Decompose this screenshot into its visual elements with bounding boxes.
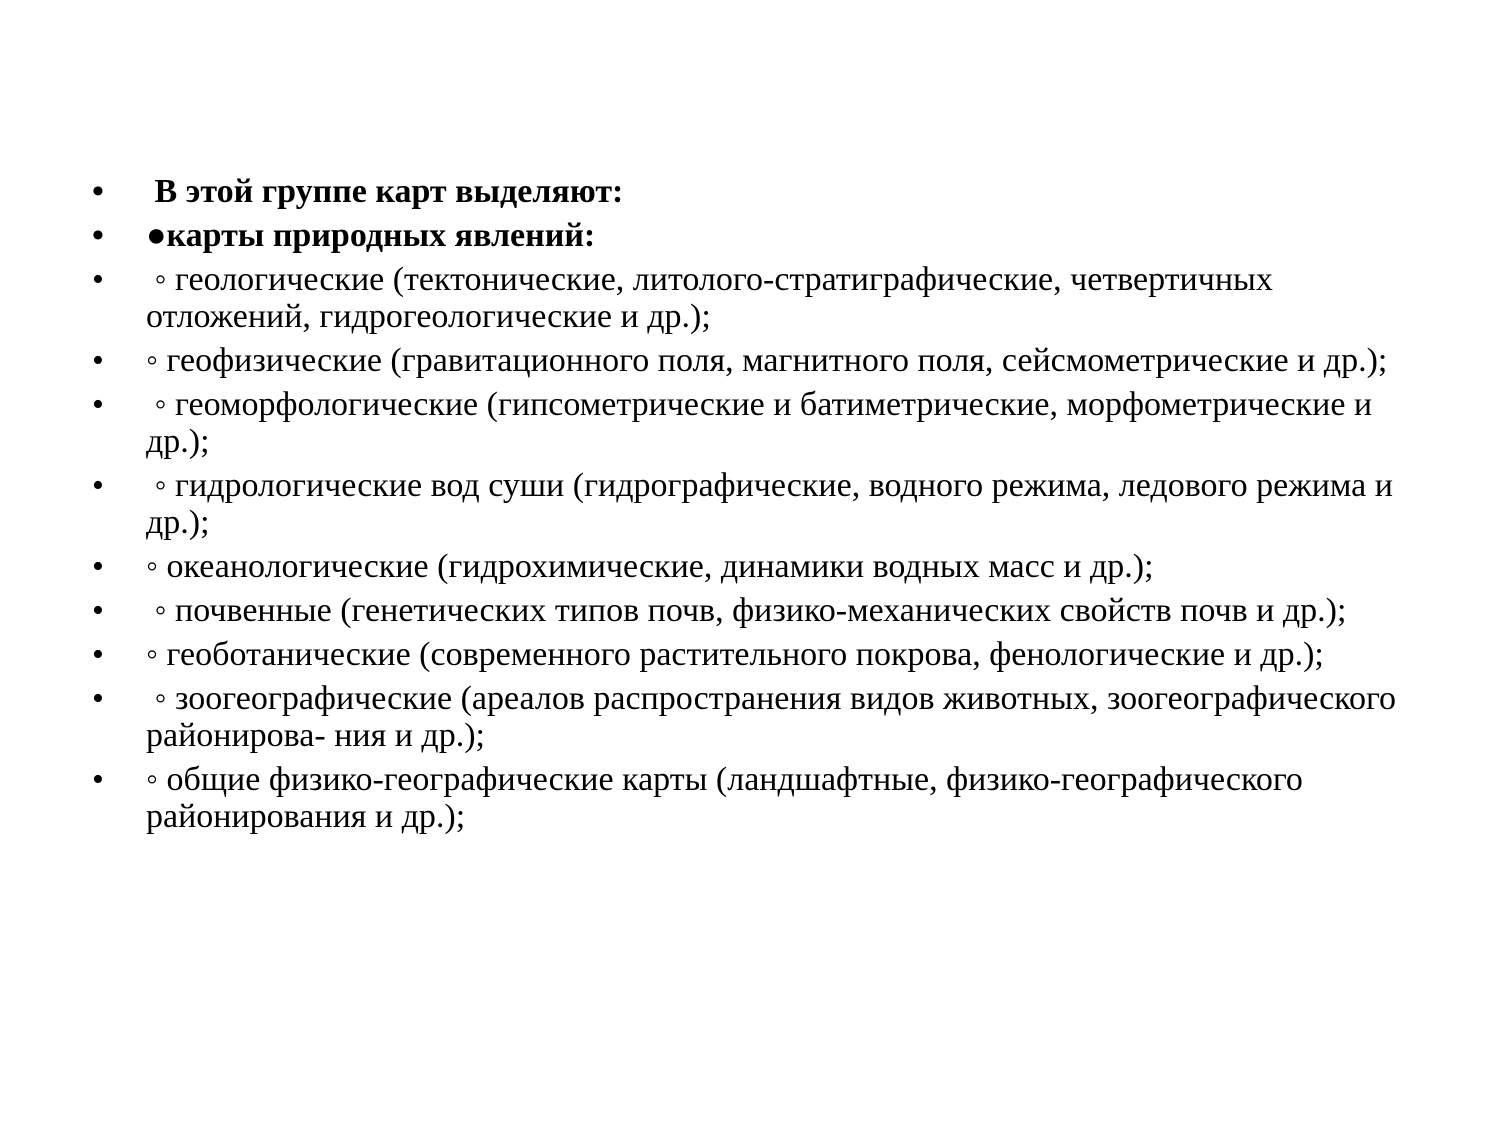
bullet-icon: •	[92, 548, 104, 585]
bullet-icon: •	[92, 386, 104, 423]
bullet-icon: •	[92, 761, 104, 798]
list-item	[86, 548, 1436, 585]
list-item-text: ◦ геоботанические (современного растительного покрова, фенологические и др.);	[146, 636, 1324, 673]
list-item-text: ◦ геофизические (гравитационного поля, магнитного поля, сейсмометрические и др.);	[146, 342, 1388, 379]
list-item	[86, 761, 1436, 835]
bullet-icon: •	[92, 592, 104, 629]
list-item	[86, 217, 1436, 254]
list-item	[86, 680, 1436, 754]
list-item-text: В этой группе карт выделяют:	[146, 173, 624, 210]
list-item	[86, 592, 1436, 629]
list-item-text: ◦ геологические (тектонические, литолого-стратиграфические, четвертичных отложений, гидрогеологические и др.);	[146, 261, 1282, 335]
bullet-icon: •	[92, 261, 104, 298]
bullet-icon: •	[92, 680, 104, 717]
list-item-text: ◦ геоморфологические (гипсометрические и батиметрические, морфометрические и др.);	[146, 386, 1381, 460]
list-item-text: ◦ океанологические (гидрохимические, динамики водных масс и др.);	[146, 548, 1154, 585]
list-item	[86, 467, 1436, 541]
list-item-text: ◦ зоогеографические (ареалов распространения видов животных, зоогеографического районирова- ния и др.);	[146, 680, 1405, 754]
list-item-text: ◦ почвенные (генетических типов почв, физико-механических свойств почв и др.);	[146, 592, 1347, 629]
list-item	[86, 261, 1436, 335]
list-item	[86, 636, 1436, 673]
list-item-text: ◦ общие физико-географические карты (ландшафтные, физико-географического районирования и др.);	[146, 761, 1312, 835]
bullet-icon: •	[92, 342, 104, 379]
bullet-icon: •	[92, 217, 104, 254]
list-item	[86, 173, 1436, 210]
list-item	[86, 342, 1436, 379]
list-item	[86, 386, 1436, 460]
bullet-icon: •	[92, 467, 104, 504]
list-item-text: ●карты природных явлений:	[146, 217, 596, 254]
bullet-list	[86, 173, 1436, 842]
bullet-icon: •	[92, 173, 104, 210]
bullet-icon: •	[92, 636, 104, 673]
list-item-text: ◦ гидрологические вод суши (гидрографические, водного режима, ледового режима и др.);	[146, 467, 1402, 541]
